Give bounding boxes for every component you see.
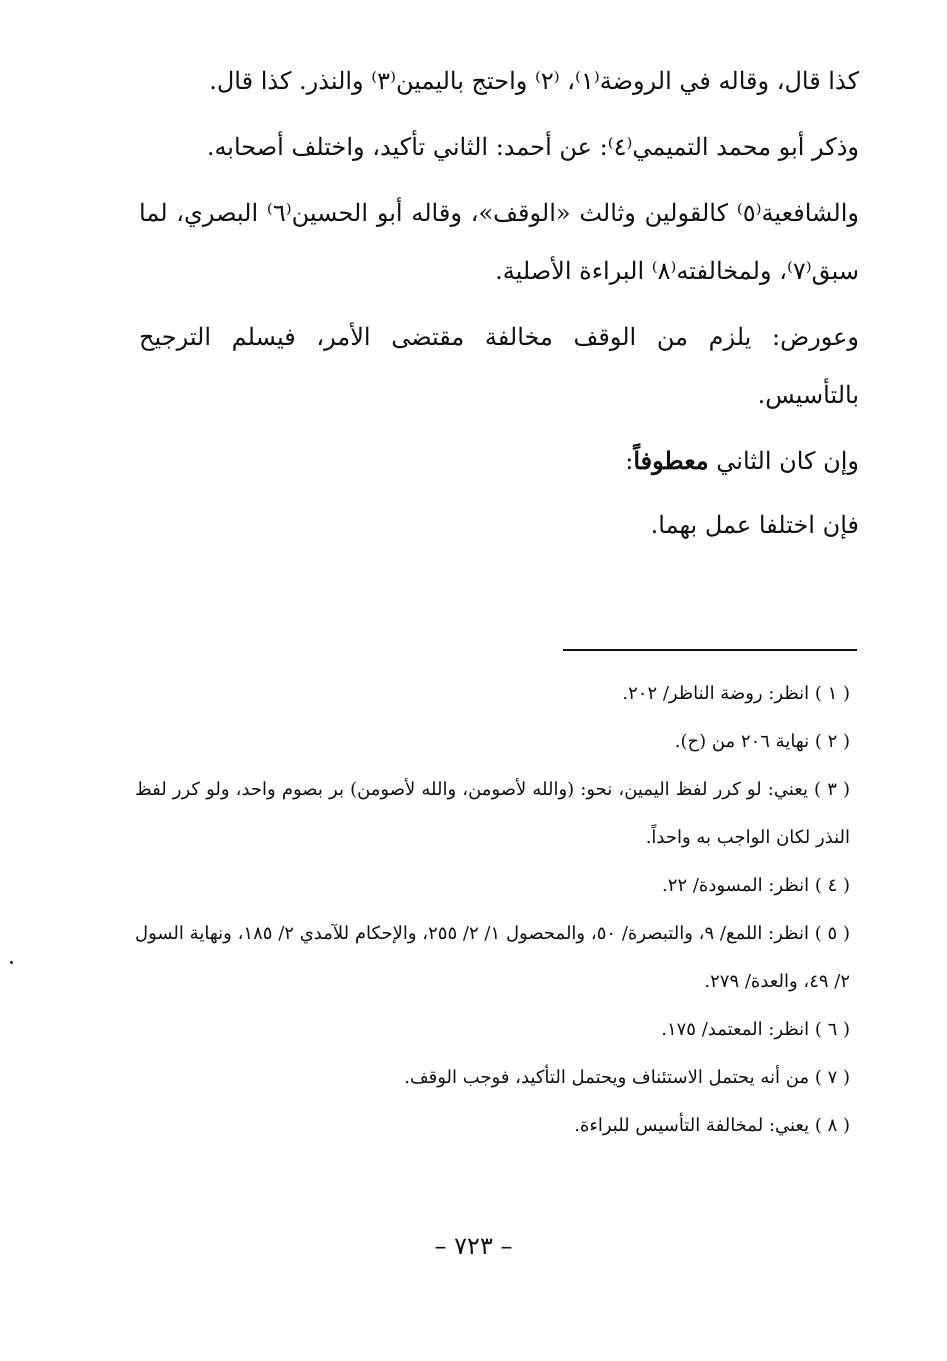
- footnotes-block: [135, 670, 850, 1150]
- paragraph-2: وذكر أبو محمد التميمي⁽٤⁾: عن أحمد: الثاني تأكيد، واختلف أصحابه.: [206, 133, 859, 161]
- page-number: – ٧٢٣ –: [434, 1232, 513, 1260]
- footnote-7: ( ٧ ) من أنه يحتمل الاستئناف ويحتمل التأكيد، فوجب الوقف.: [404, 1067, 850, 1088]
- paragraph-1: كذا قال، وقاله في الروضة⁽١⁾، ⁽٢⁾ واحتج باليمين⁽٣⁾ والنذر. كذا قال.: [209, 67, 859, 95]
- footnote-1: ( ١ ) انظر: روضة الناظر/ ٢٠٢.: [622, 683, 850, 704]
- footnote-3: ( ٣ ) يعني: لو كرر لفظ اليمين، نحو: (والله لأصومن، والله لأصومن) بر بصوم واحد، ولو كرر لفظ النذر لكان الواجب به واحداً.: [135, 779, 850, 848]
- footnote-8: ( ٨ ) يعني: لمخالفة التأسيس للبراءة.: [574, 1115, 850, 1136]
- footnote-4: ( ٤ ) انظر: المسودة/ ٢٢.: [662, 875, 850, 896]
- main-text-block: [139, 52, 859, 560]
- heading-suffix: :: [625, 447, 634, 475]
- footnote-6: ( ٦ ) انظر: المعتمد/ ١٧٥.: [661, 1019, 850, 1040]
- footnote-2: ( ٢ ) نهاية ٢٠٦ من (ح).: [674, 731, 850, 752]
- scan-speck: [10, 961, 13, 964]
- last-line: فإن اختلفا عمل بهما.: [650, 511, 859, 539]
- paragraph-3: والشافعية⁽٥⁾ كالقولين وثالث «الوقف»، وقاله أبو الحسين⁽٦⁾ البصري، لما سبق⁽٧⁾، ولمخالفته⁽٨⁾ البراءة الأصلية.: [139, 199, 859, 285]
- paragraph-4: وعورض: يلزم من الوقف مخالفة مقتضى الأمر، فيسلم الترجيح بالتأسيس.: [139, 323, 859, 409]
- footnote-5: ( ٥ ) انظر: اللمع/ ٩، والتبصرة/ ٥٠، والمحصول ١/ ٢/ ٢٥٥، والإحكام للآمدي ٢/ ١٨٥، ونهاية السول ٢/ ٤٩، والعدة/ ٢٧٩.: [135, 923, 850, 992]
- section-heading: [139, 432, 859, 490]
- heading-prefix: وإن كان الثاني: [708, 447, 859, 475]
- heading-bold-word: معطوفاً: [633, 446, 709, 475]
- footnote-separator: [563, 649, 857, 651]
